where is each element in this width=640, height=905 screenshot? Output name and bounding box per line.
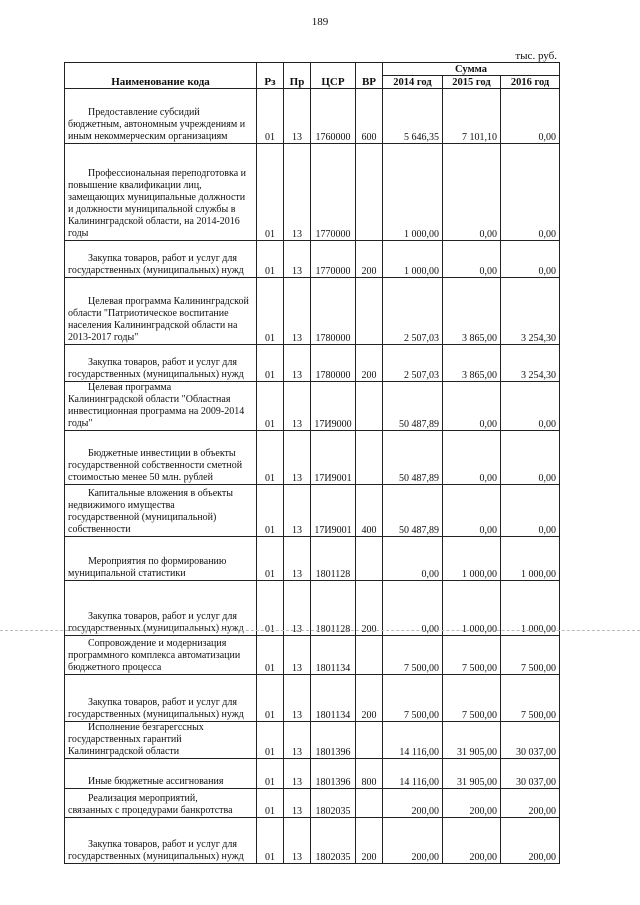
row-name bbox=[65, 144, 257, 241]
row-name-line: Иные бюджетные ассигнования bbox=[88, 776, 224, 787]
row-rz: 01 bbox=[257, 581, 284, 636]
row-vr: 200 bbox=[356, 818, 383, 864]
row-csr: 1770000 bbox=[311, 144, 356, 241]
row-name-line: годы bbox=[68, 228, 89, 239]
row-vr: 800 bbox=[356, 759, 383, 789]
row-name-line: государственной (муниципальной) bbox=[68, 512, 217, 523]
row-sum-2015: 3 865,00 bbox=[443, 278, 501, 345]
row-name-line: стоимостью менее 50 млн. рублей bbox=[68, 472, 213, 483]
row-pr: 13 bbox=[284, 581, 311, 636]
row-sum-2014: 200,00 bbox=[383, 789, 443, 818]
row-pr: 13 bbox=[284, 675, 311, 722]
table-row bbox=[65, 759, 560, 789]
row-name-line: и должности муниципальной службы в bbox=[68, 204, 236, 215]
row-pr: 13 bbox=[284, 818, 311, 864]
col-header-2015: 2015 год bbox=[443, 76, 501, 89]
row-name-line: Калининградской области bbox=[68, 746, 180, 757]
row-vr: 200 bbox=[356, 241, 383, 278]
row-rz: 01 bbox=[257, 636, 284, 675]
row-name-line: Закупка товаров, работ и услуг для bbox=[88, 253, 237, 264]
row-name bbox=[65, 241, 257, 278]
row-sum-2015: 0,00 bbox=[443, 485, 501, 537]
page-cut-line bbox=[0, 630, 640, 631]
row-vr bbox=[356, 144, 383, 241]
row-csr: 1760000 bbox=[311, 89, 356, 144]
row-sum-2014: 14 116,00 bbox=[383, 722, 443, 759]
row-sum-2014: 50 487,89 bbox=[383, 431, 443, 485]
row-sum-2014: 7 500,00 bbox=[383, 675, 443, 722]
row-name bbox=[65, 537, 257, 581]
row-vr bbox=[356, 278, 383, 345]
row-rz: 01 bbox=[257, 345, 284, 382]
row-sum-2016: 200,00 bbox=[501, 818, 560, 864]
row-name-line: Закупка товаров, работ и услуг для bbox=[88, 611, 237, 622]
row-rz: 01 bbox=[257, 818, 284, 864]
row-pr: 13 bbox=[284, 345, 311, 382]
row-name-line: программного комплекса автоматизации bbox=[68, 650, 241, 661]
row-name-line: годы" bbox=[68, 418, 93, 429]
col-header-rz: Рз bbox=[257, 63, 284, 89]
row-name-line: области "Патриотическое воспитание bbox=[68, 308, 229, 319]
row-sum-2014: 2 507,03 bbox=[383, 345, 443, 382]
row-sum-2016: 0,00 bbox=[501, 144, 560, 241]
row-name bbox=[65, 636, 257, 675]
col-header-sum: Сумма bbox=[383, 63, 560, 76]
row-sum-2016: 0,00 bbox=[501, 382, 560, 431]
row-sum-2016: 7 500,00 bbox=[501, 636, 560, 675]
row-pr: 13 bbox=[284, 636, 311, 675]
row-name-line: государственных гарантий bbox=[68, 734, 182, 745]
table-row bbox=[65, 241, 560, 278]
row-sum-2015: 7 500,00 bbox=[443, 675, 501, 722]
row-name bbox=[65, 722, 257, 759]
row-rz: 01 bbox=[257, 144, 284, 241]
row-name-line: Бюджетные инвестиции в объекты bbox=[88, 448, 236, 459]
row-vr: 200 bbox=[356, 345, 383, 382]
row-name-line: Профессиональная переподготовка и bbox=[88, 168, 246, 179]
col-header-name: Наименование кода bbox=[65, 63, 257, 89]
row-vr bbox=[356, 722, 383, 759]
table-row bbox=[65, 345, 560, 382]
table-row bbox=[65, 818, 560, 864]
row-name-line: 2013-2017 годы" bbox=[68, 332, 139, 343]
row-name-line: государственных (муниципальных) нужд bbox=[68, 851, 244, 862]
row-rz: 01 bbox=[257, 485, 284, 537]
row-csr: 1802035 bbox=[311, 818, 356, 864]
table-row bbox=[65, 789, 560, 818]
row-vr bbox=[356, 382, 383, 431]
row-csr: 1801134 bbox=[311, 675, 356, 722]
table-row bbox=[65, 636, 560, 675]
row-pr: 13 bbox=[284, 722, 311, 759]
row-sum-2015: 0,00 bbox=[443, 241, 501, 278]
row-sum-2016: 0,00 bbox=[501, 431, 560, 485]
row-rz: 01 bbox=[257, 89, 284, 144]
row-vr: 600 bbox=[356, 89, 383, 144]
col-header-pr: Пр bbox=[284, 63, 311, 89]
row-sum-2015: 0,00 bbox=[443, 144, 501, 241]
col-header-2014: 2014 год bbox=[383, 76, 443, 89]
row-vr: 200 bbox=[356, 581, 383, 636]
row-name-line: Закупка товаров, работ и услуг для bbox=[88, 839, 237, 850]
row-sum-2016: 1 000,00 bbox=[501, 581, 560, 636]
row-csr: 17И9001 bbox=[311, 485, 356, 537]
row-sum-2016: 200,00 bbox=[501, 789, 560, 818]
row-name bbox=[65, 485, 257, 537]
row-sum-2016: 3 254,30 bbox=[501, 278, 560, 345]
row-pr: 13 bbox=[284, 89, 311, 144]
row-name-line: бюджетным, автономным учреждениям и bbox=[68, 119, 246, 130]
row-name-line: государственных (муниципальных) нужд bbox=[68, 623, 244, 634]
table-row bbox=[65, 537, 560, 581]
row-name-line: муниципальной статистики bbox=[68, 568, 186, 579]
row-rz: 01 bbox=[257, 722, 284, 759]
row-name bbox=[65, 675, 257, 722]
row-csr: 1802035 bbox=[311, 789, 356, 818]
row-name bbox=[65, 759, 257, 789]
row-name bbox=[65, 345, 257, 382]
table-row bbox=[65, 89, 560, 144]
row-sum-2015: 200,00 bbox=[443, 818, 501, 864]
row-name-line: государственных (муниципальных) нужд bbox=[68, 265, 244, 276]
row-pr: 13 bbox=[284, 382, 311, 431]
row-rz: 01 bbox=[257, 278, 284, 345]
row-name-line: Калининградской области "Областная bbox=[68, 394, 231, 405]
row-name bbox=[65, 431, 257, 485]
row-name-line: связанных с процедурами банкротства bbox=[68, 805, 233, 816]
row-sum-2015: 200,00 bbox=[443, 789, 501, 818]
row-sum-2015: 7 101,10 bbox=[443, 89, 501, 144]
row-name-line: государственных (муниципальных) нужд bbox=[68, 709, 244, 720]
row-vr bbox=[356, 537, 383, 581]
row-sum-2015: 1 000,00 bbox=[443, 537, 501, 581]
row-name-line: Закупка товаров, работ и услуг для bbox=[88, 697, 237, 708]
row-sum-2015: 31 905,00 bbox=[443, 722, 501, 759]
row-sum-2014: 1 000,00 bbox=[383, 241, 443, 278]
row-sum-2015: 1 000,00 bbox=[443, 581, 501, 636]
row-pr: 13 bbox=[284, 278, 311, 345]
row-name-line: недвижимого имущества bbox=[68, 500, 175, 511]
row-csr: 1801396 bbox=[311, 759, 356, 789]
row-pr: 13 bbox=[284, 241, 311, 278]
row-sum-2016: 7 500,00 bbox=[501, 675, 560, 722]
row-csr: 1780000 bbox=[311, 278, 356, 345]
row-name bbox=[65, 278, 257, 345]
row-name-line: Целевая программа Калининградской bbox=[88, 296, 249, 307]
row-name bbox=[65, 789, 257, 818]
units-label: тыс. руб. bbox=[515, 50, 557, 62]
row-pr: 13 bbox=[284, 759, 311, 789]
row-sum-2014: 5 646,35 bbox=[383, 89, 443, 144]
row-rz: 01 bbox=[257, 382, 284, 431]
row-sum-2015: 0,00 bbox=[443, 382, 501, 431]
row-pr: 13 bbox=[284, 485, 311, 537]
row-name-line: населения Калининградской области на bbox=[68, 320, 238, 331]
row-sum-2016: 0,00 bbox=[501, 485, 560, 537]
row-name-line: Калининградской области, на 2014-2016 bbox=[68, 216, 240, 227]
row-rz: 01 bbox=[257, 675, 284, 722]
row-sum-2016: 1 000,00 bbox=[501, 537, 560, 581]
row-name-line: замещающих муниципальные должности bbox=[68, 192, 246, 203]
row-sum-2014: 0,00 bbox=[383, 581, 443, 636]
row-csr: 17И9000 bbox=[311, 382, 356, 431]
row-name-line: собственности bbox=[68, 524, 131, 535]
row-name-line: Исполнение безгарегссных bbox=[88, 722, 204, 733]
row-name-line: Целевая программа bbox=[88, 382, 172, 393]
col-header-2016: 2016 год bbox=[501, 76, 560, 89]
row-vr bbox=[356, 636, 383, 675]
row-sum-2014: 0,00 bbox=[383, 537, 443, 581]
row-sum-2016: 3 254,30 bbox=[501, 345, 560, 382]
row-sum-2016: 0,00 bbox=[501, 241, 560, 278]
row-name bbox=[65, 382, 257, 431]
row-name-line: Закупка товаров, работ и услуг для bbox=[88, 357, 237, 368]
row-sum-2014: 50 487,89 bbox=[383, 485, 443, 537]
row-sum-2014: 7 500,00 bbox=[383, 636, 443, 675]
row-csr: 1801134 bbox=[311, 636, 356, 675]
row-sum-2015: 7 500,00 bbox=[443, 636, 501, 675]
row-sum-2014: 50 487,89 bbox=[383, 382, 443, 431]
row-sum-2014: 200,00 bbox=[383, 818, 443, 864]
row-name-line: Сопровождение и модернизация bbox=[88, 638, 227, 649]
row-pr: 13 bbox=[284, 789, 311, 818]
row-sum-2016: 30 037,00 bbox=[501, 722, 560, 759]
row-name-line: государственных (муниципальных) нужд bbox=[68, 369, 244, 380]
row-vr: 400 bbox=[356, 485, 383, 537]
col-header-csr: ЦСР bbox=[311, 63, 356, 89]
row-csr: 1801396 bbox=[311, 722, 356, 759]
table-row bbox=[65, 581, 560, 636]
row-sum-2014: 1 000,00 bbox=[383, 144, 443, 241]
row-rz: 01 bbox=[257, 537, 284, 581]
row-sum-2015: 3 865,00 bbox=[443, 345, 501, 382]
row-sum-2014: 2 507,03 bbox=[383, 278, 443, 345]
row-sum-2015: 0,00 bbox=[443, 431, 501, 485]
row-rz: 01 bbox=[257, 789, 284, 818]
row-csr: 1780000 bbox=[311, 345, 356, 382]
table-row bbox=[65, 485, 560, 537]
row-name-line: инвестиционная программа на 2009-2014 bbox=[68, 406, 245, 417]
row-name-line: государственной собственности сметной bbox=[68, 460, 243, 471]
row-rz: 01 bbox=[257, 431, 284, 485]
page-number: 189 bbox=[311, 16, 329, 28]
table-row bbox=[65, 431, 560, 485]
row-name-line: Реализация мероприятий, bbox=[88, 793, 198, 804]
row-vr bbox=[356, 431, 383, 485]
row-name-line: Капитальные вложения в объекты bbox=[88, 488, 233, 499]
row-rz: 01 bbox=[257, 759, 284, 789]
table-row bbox=[65, 144, 560, 241]
row-name bbox=[65, 89, 257, 144]
row-vr: 200 bbox=[356, 675, 383, 722]
row-name-line: иным некоммерческим организациям bbox=[68, 131, 228, 142]
row-name bbox=[65, 818, 257, 864]
row-csr: 1770000 bbox=[311, 241, 356, 278]
table-row bbox=[65, 722, 560, 759]
row-pr: 13 bbox=[284, 144, 311, 241]
row-pr: 13 bbox=[284, 431, 311, 485]
table-row bbox=[65, 675, 560, 722]
row-name-line: повышение квалификации лиц, bbox=[68, 180, 202, 191]
table-row bbox=[65, 278, 560, 345]
row-csr: 1801128 bbox=[311, 581, 356, 636]
row-sum-2014: 14 116,00 bbox=[383, 759, 443, 789]
row-csr: 1801128 bbox=[311, 537, 356, 581]
row-name-line: Мероприятия по формированию bbox=[88, 556, 227, 567]
row-rz: 01 bbox=[257, 241, 284, 278]
row-pr: 13 bbox=[284, 537, 311, 581]
row-sum-2016: 30 037,00 bbox=[501, 759, 560, 789]
row-vr bbox=[356, 789, 383, 818]
table-row bbox=[65, 382, 560, 431]
row-name-line: бюджетного процесса bbox=[68, 662, 162, 673]
table-body bbox=[65, 89, 560, 864]
row-csr: 17И9001 bbox=[311, 431, 356, 485]
row-sum-2016: 0,00 bbox=[501, 89, 560, 144]
row-name bbox=[65, 581, 257, 636]
col-header-vr: ВР bbox=[356, 63, 383, 89]
row-name-line: Предоставление субсидий bbox=[88, 107, 200, 118]
row-sum-2015: 31 905,00 bbox=[443, 759, 501, 789]
budget-table bbox=[64, 62, 560, 864]
